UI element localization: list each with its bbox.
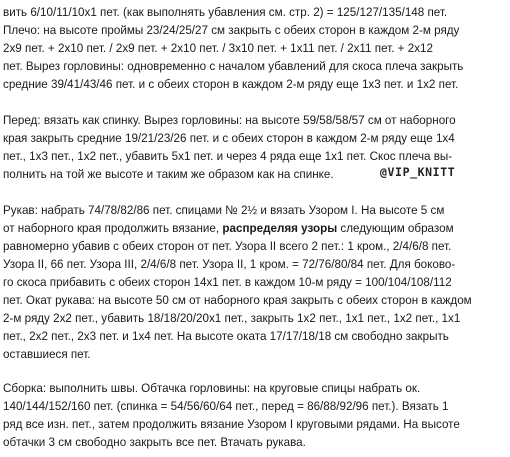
text-segment: от наборного края продолжить вязание, — [3, 221, 223, 235]
text-line: 2х9 пет. + 2х10 пет. / 2х9 пет. + 2х10 пет. / 3х10 пет. + 1х11 пет. / 2х11 пет. + 2х12 — [3, 41, 433, 55]
text-line: Перед: вязать как спинку. Вырез горловины: на высоте 59/58/58/57 см от наборного — [3, 113, 456, 127]
bold-emphasis: распределяя узоры — [222, 221, 338, 235]
text-line: пет., 1х3 пет., 1х2 пет., убавить 5х1 пет. и через 4 ряда еще 1х1 пет. Скос плеча вы- — [3, 149, 453, 163]
text-line: 2-м ряду 2х2 пет., убавить 18/18/20/20х1 пет., закрыть 1х2 пет., 1х1 пет., 1х2 пет., 1х1 — [3, 311, 461, 325]
text-line — [3, 220, 454, 236]
text-line: пет., 2х2 пет., 2х3 пет. и 1х4 пет. На высоте оката 17/17/18/18 см свободно закрыть — [3, 329, 449, 343]
text-line: Узора II, 66 пет. Узора III, 2/4/6/8 пет. Узора II, 1 кром. = 72/76/80/84 пет. Для боково- — [3, 257, 456, 271]
text-line: ряд все изн. пет., затем продолжить вязание Узором I круговыми рядами. На высоте — [3, 417, 460, 431]
text-line: полнить на той же высоте и таким же образом как на спинке. — [3, 167, 334, 181]
text-line: пет. Окат рукава: на высоте 50 см от наборного края закрыть с обеих сторон в каждом — [3, 293, 472, 307]
text-line: Плечо: на высоте проймы 23/24/25/27 см закрыть с обеих сторон в каждом 2-м ряду — [3, 23, 460, 37]
text-line: Сборка: выполнить швы. Обтачка горловины: на круговые спицы набрать ок. — [3, 381, 421, 395]
text-line: вить 6/10/11/10х1 пет. (как выполнять убавления см. стр. 2) = 125/127/135/148 пет. — [3, 5, 448, 19]
text-line: равномерно убавив с обеих сторон от пет. Узора II всего 2 пет.: 1 кром., 2/4/6/8 пет. — [3, 239, 452, 253]
text-line: Рукав: набрать 74/78/82/86 пет. спицами № 2½ и вязать Узором I. На высоте 5 см — [3, 203, 445, 217]
text-segment: следующим образом — [337, 221, 454, 235]
text-line: го скоса прибавить с обеих сторон 14х1 пет. в каждом 10-м ряду = 100/104/108/112 — [3, 275, 452, 289]
text-line: пет. Вырез горловины: одновременно с началом убавлений для скоса плеча закрыть — [3, 59, 464, 73]
text-line: средние 39/41/43/46 пет. и с обеих сторон в каждом 2-м ряду еще 1х3 пет. и 1х2 пет. — [3, 77, 459, 91]
text-line: оставшиеся пет. — [3, 347, 91, 361]
text-line: 140/144/152/160 пет. (спинка = 54/56/60/64 пет., перед = 86/88/92/96 пет.). Вязать 1 — [3, 399, 449, 413]
text-line: края закрыть средние 19/21/23/26 пет. и с обеих сторон в каждом 2-м ряду еще 1х4 — [3, 131, 455, 145]
text-line: обтачки 3 см свободно закрыть все пет. Втачать рукава. — [3, 435, 306, 449]
watermark-text: @VIP_KNITT — [380, 165, 456, 179]
